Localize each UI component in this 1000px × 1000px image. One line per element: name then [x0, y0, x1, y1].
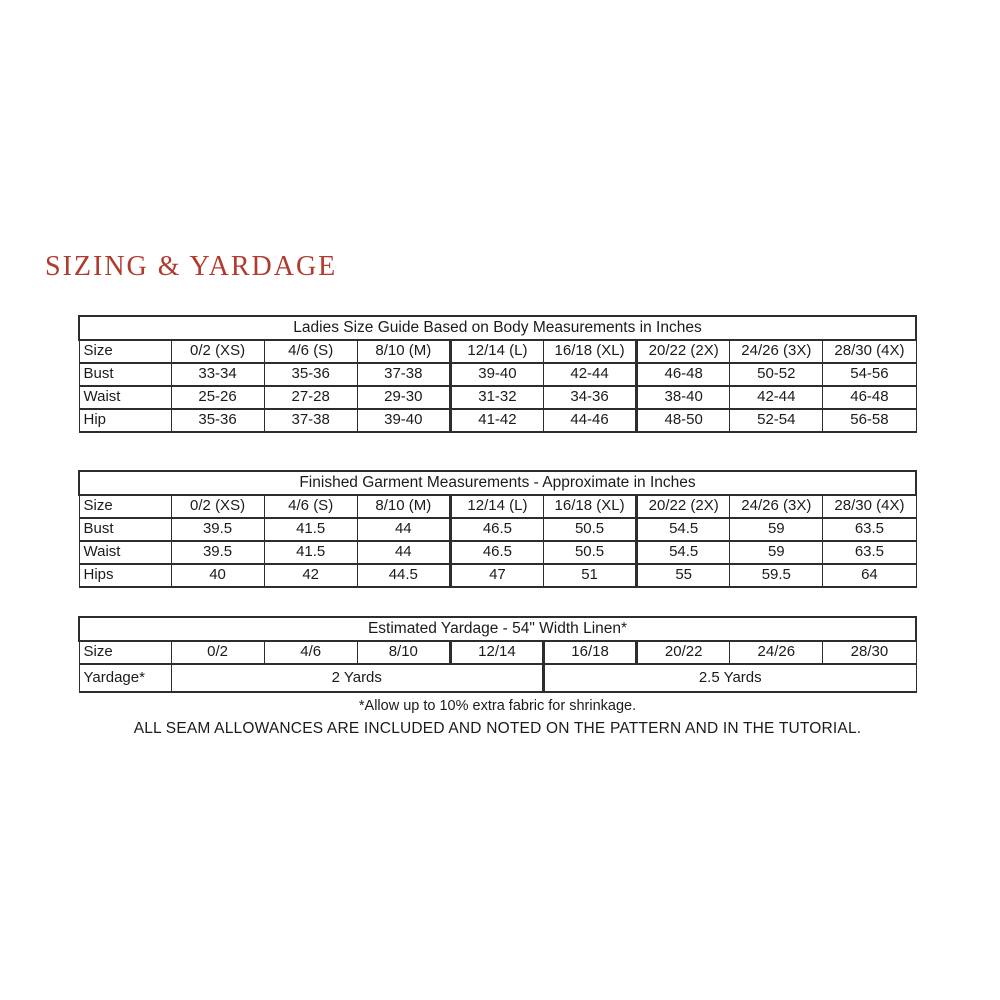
table-cell: 54.5 — [637, 518, 730, 541]
table-cell: 59.5 — [730, 564, 823, 587]
row-label-hips: Hips — [79, 564, 171, 587]
table-cell: 59 — [730, 541, 823, 564]
column-header: 28/30 (4X) — [823, 495, 916, 518]
table-cell: 39.5 — [171, 541, 264, 564]
body-measurements-table — [78, 315, 917, 433]
table-cell: 44 — [357, 518, 450, 541]
seam-allowance-note: ALL SEAM ALLOWANCES ARE INCLUDED AND NOTED ON THE PATTERN AND IN THE TUTORIAL. — [133, 720, 862, 737]
column-header: 28/30 — [823, 641, 916, 664]
table-cell: 54.5 — [637, 541, 730, 564]
table-cell: 40 — [171, 564, 264, 587]
table-cell: 46.5 — [450, 518, 543, 541]
column-header: 24/26 (3X) — [730, 340, 823, 363]
column-header: 16/18 (XL) — [544, 495, 637, 518]
table-cell: 41-42 — [450, 409, 543, 432]
table-cell: 44.5 — [357, 564, 450, 587]
table-caption-row — [79, 617, 916, 641]
table-cell: 51 — [544, 564, 637, 587]
row-label-yardage: Yardage* — [79, 664, 171, 692]
table-cell: 46-48 — [637, 363, 730, 386]
garment-measurements-table — [78, 470, 917, 588]
column-header: 16/18 (XL) — [544, 340, 637, 363]
table-cell: 63.5 — [823, 541, 916, 564]
column-header: 24/26 (3X) — [730, 495, 823, 518]
table-cell: 50-52 — [730, 363, 823, 386]
table-cell: 27-28 — [264, 386, 357, 409]
row-label-waist: Waist — [79, 541, 171, 564]
table-cell: 50.5 — [544, 518, 637, 541]
body-measurements-caption: Ladies Size Guide Based on Body Measurements in Inches — [79, 316, 916, 340]
yardage-caption: Estimated Yardage - 54" Width Linen* — [79, 617, 916, 641]
table-caption-row — [79, 316, 916, 340]
column-header: 16/18 — [544, 641, 637, 664]
column-header: 8/10 — [357, 641, 450, 664]
yardage-row — [79, 664, 916, 692]
table-cell: 33-34 — [171, 363, 264, 386]
table-cell: 59 — [730, 518, 823, 541]
table-cell: 46.5 — [450, 541, 543, 564]
table-cell: 39.5 — [171, 518, 264, 541]
column-header: 8/10 (M) — [357, 495, 450, 518]
column-header: 4/6 — [264, 641, 357, 664]
table-cell: 41.5 — [264, 541, 357, 564]
column-header: 24/26 — [730, 641, 823, 664]
column-header: 8/10 (M) — [357, 340, 450, 363]
table-caption-row — [79, 471, 916, 495]
table-cell: 52-54 — [730, 409, 823, 432]
table-cell: 41.5 — [264, 518, 357, 541]
table-cell: 34-36 — [544, 386, 637, 409]
table-cell: 50.5 — [544, 541, 637, 564]
table-cell: 29-30 — [357, 386, 450, 409]
table-row — [79, 564, 916, 587]
column-header-size: Size — [79, 495, 171, 518]
column-header: 20/22 (2X) — [637, 495, 730, 518]
column-header-size: Size — [79, 340, 171, 363]
column-header: 0/2 (XS) — [171, 495, 264, 518]
table-cell: 46-48 — [823, 386, 916, 409]
table-cell: 37-38 — [357, 363, 450, 386]
row-label-waist: Waist — [79, 386, 171, 409]
table-cell: 63.5 — [823, 518, 916, 541]
table-cell: 31-32 — [450, 386, 543, 409]
table-row — [79, 541, 916, 564]
table-cell: 39-40 — [357, 409, 450, 432]
column-header: 0/2 (XS) — [171, 340, 264, 363]
table-cell: 44 — [357, 541, 450, 564]
table-cell: 44-46 — [544, 409, 637, 432]
table-row — [79, 386, 916, 409]
yardage-table — [78, 616, 917, 693]
size-header-row — [79, 495, 916, 518]
table-row — [79, 363, 916, 386]
shrinkage-note: *Allow up to 10% extra fabric for shrinkage. — [358, 698, 637, 714]
table-cell: 35-36 — [264, 363, 357, 386]
table-cell: 56-58 — [823, 409, 916, 432]
row-label-bust: Bust — [79, 363, 171, 386]
row-label-hip: Hip — [79, 409, 171, 432]
table-cell: 55 — [637, 564, 730, 587]
table-cell: 42-44 — [544, 363, 637, 386]
column-header: 4/6 (S) — [264, 340, 357, 363]
column-header: 4/6 (S) — [264, 495, 357, 518]
column-header: 28/30 (4X) — [823, 340, 916, 363]
table-cell: 48-50 — [637, 409, 730, 432]
yardage-large-sizes: 2.5 Yards — [544, 664, 917, 692]
column-header: 12/14 (L) — [450, 495, 543, 518]
table-row — [79, 518, 916, 541]
table-cell: 35-36 — [171, 409, 264, 432]
table-cell: 37-38 — [264, 409, 357, 432]
table-cell: 39-40 — [450, 363, 543, 386]
column-header: 12/14 (L) — [450, 340, 543, 363]
size-header-row — [79, 340, 916, 363]
table-cell: 64 — [823, 564, 916, 587]
column-header: 20/22 (2X) — [637, 340, 730, 363]
table-cell: 42 — [264, 564, 357, 587]
column-header: 12/14 — [450, 641, 543, 664]
row-label-bust: Bust — [79, 518, 171, 541]
size-header-row — [79, 641, 916, 664]
table-cell: 38-40 — [637, 386, 730, 409]
table-row — [79, 409, 916, 432]
column-header-size: Size — [79, 641, 171, 664]
yardage-small-sizes: 2 Yards — [171, 664, 544, 692]
column-header: 20/22 — [637, 641, 730, 664]
table-cell: 54-56 — [823, 363, 916, 386]
table-cell: 42-44 — [730, 386, 823, 409]
table-cell: 25-26 — [171, 386, 264, 409]
garment-measurements-caption: Finished Garment Measurements - Approximate in Inches — [79, 471, 916, 495]
column-header: 0/2 — [171, 641, 264, 664]
page-title: SIZING & YARDAGE — [45, 251, 338, 282]
table-cell: 47 — [450, 564, 543, 587]
